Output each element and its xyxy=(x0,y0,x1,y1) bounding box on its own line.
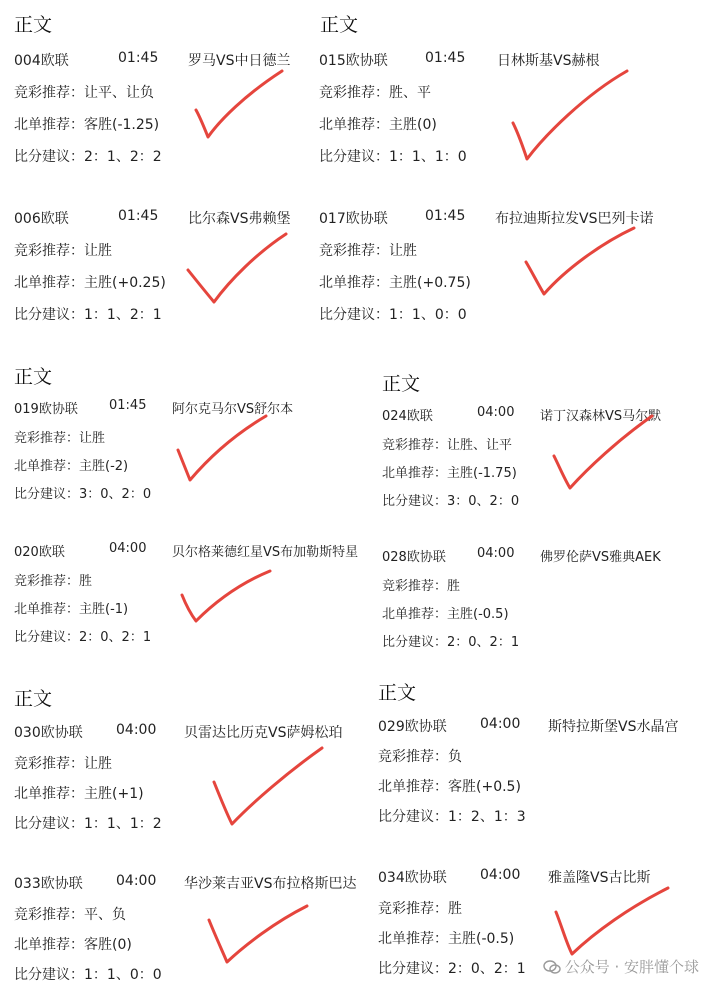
check-mark-icon xyxy=(182,228,292,308)
match-time: 01:45 xyxy=(118,208,159,224)
bf-value: 1：1、1：2 xyxy=(84,816,162,832)
bf-row xyxy=(14,813,162,833)
bf-row xyxy=(14,964,162,984)
jc-row xyxy=(378,746,462,766)
match-teams: 诺丁汉森林VS马尔默 xyxy=(540,409,662,424)
bf-value: 3：0、2：0 xyxy=(79,487,152,502)
bf-row xyxy=(14,626,151,645)
bf-row xyxy=(378,806,526,826)
match-time: 01:45 xyxy=(109,398,147,413)
jc-row xyxy=(319,240,417,260)
jc-value: 胜 xyxy=(447,579,461,594)
bd-value: 主胜(0) xyxy=(389,117,437,133)
bf-label: 比分建议： xyxy=(319,307,389,323)
bd-row xyxy=(14,783,144,803)
match-card xyxy=(319,208,699,328)
bf-row xyxy=(382,490,519,509)
bf-label: 比分建议： xyxy=(14,487,80,502)
jc-value: 让胜 xyxy=(389,243,417,259)
bd-row xyxy=(319,114,437,134)
match-time: 04:00 xyxy=(477,546,515,561)
match-teams: 布拉迪斯拉发VS巴列卡诺 xyxy=(495,211,654,227)
match-code: 033欧协联 xyxy=(14,876,83,892)
jc-value: 负 xyxy=(448,749,462,765)
check-mark-icon xyxy=(203,900,313,970)
jc-value: 胜、平 xyxy=(389,85,431,101)
bd-value: 客胜(0) xyxy=(84,937,132,953)
jc-label: 竞彩推荐： xyxy=(378,901,448,917)
section-heading: 正文 xyxy=(14,14,53,36)
bf-row xyxy=(319,146,467,166)
bd-value: 主胜(-0.5) xyxy=(448,931,515,947)
bd-row xyxy=(378,928,514,948)
bf-row xyxy=(14,304,162,324)
match-time: 04:00 xyxy=(480,867,521,883)
bd-label: 北单推荐： xyxy=(14,275,84,291)
jc-value: 胜 xyxy=(448,901,462,917)
bf-label: 比分建议： xyxy=(14,816,84,832)
bf-value: 1：1、2：1 xyxy=(84,307,162,323)
match-teams: 雅盖隆VS古比斯 xyxy=(548,870,651,886)
check-mark-icon xyxy=(505,65,635,165)
match-teams: 斯特拉斯堡VS水晶宫 xyxy=(548,719,679,735)
bf-value: 1：1、0：0 xyxy=(84,967,162,983)
jc-row xyxy=(14,82,154,102)
jc-label: 竞彩推荐： xyxy=(378,749,448,765)
bf-row xyxy=(382,631,519,650)
bd-label: 北单推荐： xyxy=(382,466,448,481)
check-mark-icon xyxy=(520,222,640,302)
jc-label: 竞彩推荐： xyxy=(14,756,84,772)
match-teams: 日林斯基VS赫根 xyxy=(497,53,600,69)
bd-label: 北单推荐： xyxy=(378,779,448,795)
match-time: 01:45 xyxy=(425,208,466,224)
bd-value: 主胜(-1) xyxy=(79,602,129,617)
jc-row xyxy=(14,753,112,773)
match-time: 01:45 xyxy=(118,50,159,66)
jc-row xyxy=(382,575,460,594)
bf-label: 比分建议： xyxy=(14,149,84,165)
jc-value: 平、负 xyxy=(84,907,126,923)
check-mark-icon xyxy=(172,408,272,488)
jc-label: 竞彩推荐： xyxy=(14,431,80,446)
match-teams: 华沙莱吉亚VS布拉格斯巴达 xyxy=(184,876,357,892)
bf-label: 比分建议： xyxy=(378,809,448,825)
bd-label: 北单推荐： xyxy=(14,117,84,133)
jc-row xyxy=(378,898,462,918)
match-card xyxy=(382,546,702,656)
match-code: 034欧协联 xyxy=(378,870,447,886)
bf-value: 2：1、2：2 xyxy=(84,149,162,165)
match-teams: 贝尔格莱德红星VS布加勒斯特星 xyxy=(172,545,359,560)
jc-label: 竞彩推荐： xyxy=(14,907,84,923)
section-heading: 正文 xyxy=(378,682,417,704)
match-code: 024欧联 xyxy=(382,409,433,424)
bd-label: 北单推荐： xyxy=(14,602,80,617)
bd-row xyxy=(382,462,517,481)
match-code: 015欧协联 xyxy=(319,53,388,69)
bd-label: 北单推荐： xyxy=(319,275,389,291)
match-code: 020欧联 xyxy=(14,545,65,560)
check-mark-icon xyxy=(550,882,675,962)
jc-value: 让平、让负 xyxy=(84,85,154,101)
match-time: 04:00 xyxy=(480,716,521,732)
jc-label: 竞彩推荐： xyxy=(382,579,448,594)
jc-row xyxy=(319,82,431,102)
match-code: 028欧协联 xyxy=(382,550,446,565)
match-code: 004欧联 xyxy=(14,53,69,69)
jc-row xyxy=(14,904,126,924)
bd-value: 主胜(+0.25) xyxy=(84,275,166,291)
section-heading: 正文 xyxy=(14,366,53,388)
check-mark-icon xyxy=(548,410,658,495)
bf-label: 比分建议： xyxy=(14,630,80,645)
check-mark-icon xyxy=(176,565,276,630)
bf-row xyxy=(14,483,151,502)
jc-label: 竞彩推荐： xyxy=(319,243,389,259)
section-heading: 正文 xyxy=(14,688,53,710)
wechat-icon xyxy=(543,959,561,975)
jc-label: 竞彩推荐： xyxy=(14,85,84,101)
bf-label: 比分建议： xyxy=(382,635,448,650)
bd-value: 主胜(+1) xyxy=(84,786,144,802)
bf-label: 比分建议： xyxy=(14,307,84,323)
match-teams: 罗马VS中日德兰 xyxy=(188,53,291,69)
bd-value: 客胜(-1.25) xyxy=(84,117,160,133)
match-teams: 比尔森VS弗赖堡 xyxy=(188,211,291,227)
bf-label: 比分建议： xyxy=(378,961,448,977)
jc-value: 让胜 xyxy=(79,431,106,446)
match-code: 030欧协联 xyxy=(14,725,83,741)
bd-value: 主胜(+0.75) xyxy=(389,275,471,291)
section-heading: 正文 xyxy=(320,14,359,36)
bd-row xyxy=(14,272,166,292)
bf-value: 2：0、2：1 xyxy=(79,630,152,645)
jc-value: 让胜、让平 xyxy=(447,438,513,453)
section-heading: 正文 xyxy=(382,373,421,395)
bd-row xyxy=(14,455,128,474)
bd-row xyxy=(14,114,159,134)
bd-row xyxy=(14,598,128,617)
bd-label: 北单推荐： xyxy=(14,459,80,474)
bf-row xyxy=(14,146,162,166)
bf-label: 比分建议： xyxy=(14,967,84,983)
match-time: 04:00 xyxy=(116,722,157,738)
bd-value: 主胜(-1.75) xyxy=(447,466,517,481)
bd-value: 主胜(-0.5) xyxy=(447,607,509,622)
jc-value: 让胜 xyxy=(84,756,112,772)
watermark-text: 公众号 · 安胖懂个球 xyxy=(564,958,699,976)
bf-value: 1：1、0：0 xyxy=(389,307,467,323)
jc-label: 竞彩推荐： xyxy=(14,243,84,259)
bf-value: 3：0、2：0 xyxy=(447,494,520,509)
bd-row xyxy=(378,776,521,796)
match-time: 04:00 xyxy=(116,873,157,889)
bd-label: 北单推荐： xyxy=(378,931,448,947)
bd-value: 主胜(-2) xyxy=(79,459,129,474)
check-mark-icon xyxy=(190,65,290,145)
bf-label: 比分建议： xyxy=(319,149,389,165)
match-time: 04:00 xyxy=(477,405,515,420)
match-code: 019欧协联 xyxy=(14,402,78,417)
bf-row xyxy=(319,304,467,324)
jc-row xyxy=(14,570,92,589)
bf-label: 比分建议： xyxy=(382,494,448,509)
jc-row xyxy=(14,427,105,446)
match-card xyxy=(14,873,374,988)
bd-value: 客胜(+0.5) xyxy=(448,779,521,795)
jc-value: 让胜 xyxy=(84,243,112,259)
match-teams: 贝雷达比历克VS萨姆松珀 xyxy=(184,725,343,741)
bd-row xyxy=(319,272,471,292)
bd-label: 北单推荐： xyxy=(382,607,448,622)
bf-value: 2：0、2：1 xyxy=(448,961,526,977)
match-card xyxy=(378,716,698,836)
jc-label: 竞彩推荐： xyxy=(382,438,448,453)
match-code: 006欧联 xyxy=(14,211,69,227)
bf-value: 1：1、1：0 xyxy=(389,149,467,165)
bf-value: 1：2、1：3 xyxy=(448,809,526,825)
match-teams: 阿尔克马尔VS舒尔本 xyxy=(172,402,294,417)
bf-row xyxy=(378,958,526,978)
bd-row xyxy=(14,934,132,954)
check-mark-icon xyxy=(208,742,328,832)
bd-label: 北单推荐： xyxy=(319,117,389,133)
jc-row xyxy=(14,240,112,260)
jc-label: 竞彩推荐： xyxy=(14,574,80,589)
jc-value: 胜 xyxy=(79,574,93,589)
match-time: 01:45 xyxy=(425,50,466,66)
bf-value: 2：0、2：1 xyxy=(447,635,520,650)
bd-row xyxy=(382,603,509,622)
match-code: 017欧协联 xyxy=(319,211,388,227)
bd-label: 北单推荐： xyxy=(14,937,84,953)
match-code: 029欧协联 xyxy=(378,719,447,735)
match-teams: 佛罗伦萨VS雅典AEK xyxy=(540,550,661,565)
jc-row xyxy=(382,434,512,453)
bd-label: 北单推荐： xyxy=(14,786,84,802)
match-time: 04:00 xyxy=(109,541,147,556)
watermark xyxy=(543,956,699,977)
jc-label: 竞彩推荐： xyxy=(319,85,389,101)
